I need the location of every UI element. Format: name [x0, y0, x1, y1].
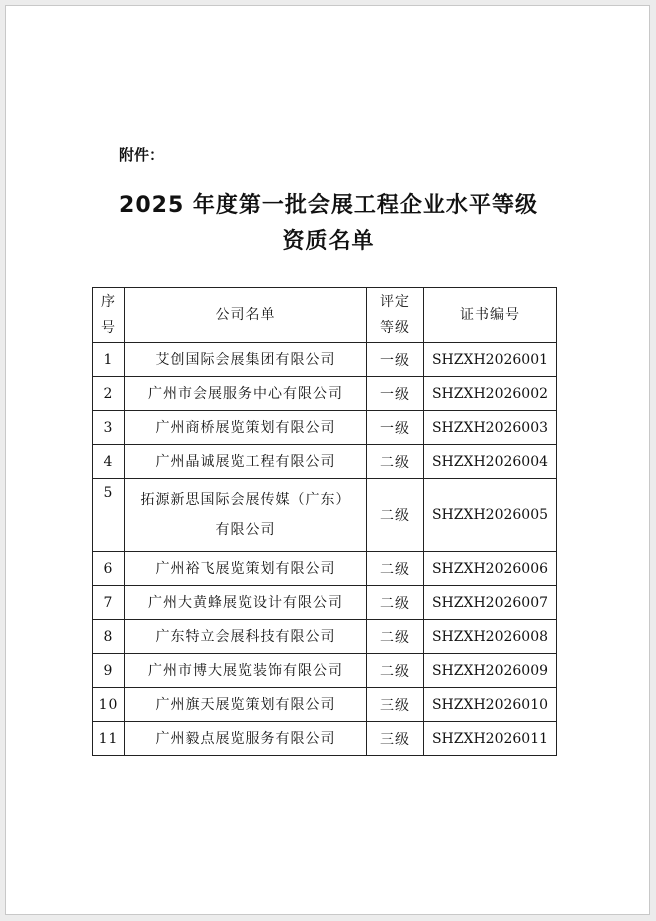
cert-number: SHZXH2026002 — [424, 377, 557, 411]
cert-number: SHZXH2026010 — [424, 688, 557, 722]
level: 一级 — [367, 377, 424, 411]
table-row — [93, 411, 557, 445]
cert-number: SHZXH2026005 — [424, 479, 557, 552]
level: 三级 — [367, 688, 424, 722]
document-title-line2: 资质名单 — [282, 229, 375, 254]
level: 二级 — [367, 445, 424, 479]
row-number: 2 — [93, 377, 125, 411]
document-title-line1: 2025 年度第一批会展工程企业水平等级 — [119, 193, 538, 218]
table-row — [93, 343, 557, 377]
level: 二级 — [367, 552, 424, 586]
row-number: 9 — [93, 654, 125, 688]
table-row — [93, 688, 557, 722]
company-name: 艾创国际会展集团有限公司 — [125, 343, 367, 377]
level: 二级 — [367, 654, 424, 688]
header-level: 评定 等级 — [367, 288, 424, 343]
table-row — [93, 445, 557, 479]
row-number: 6 — [93, 552, 125, 586]
cert-number: SHZXH2026004 — [424, 445, 557, 479]
row-number: 8 — [93, 620, 125, 654]
company-name: 广州大黄蜂展览设计有限公司 — [125, 586, 367, 620]
row-number: 3 — [93, 411, 125, 445]
level: 二级 — [367, 479, 424, 552]
company-name: 广州市会展服务中心有限公司 — [125, 377, 367, 411]
table-header-row — [93, 288, 557, 343]
company-name: 广州晶诚展览工程有限公司 — [125, 445, 367, 479]
level: 二级 — [367, 586, 424, 620]
table-row — [93, 377, 557, 411]
table-row — [93, 479, 557, 552]
cert-number: SHZXH2026001 — [424, 343, 557, 377]
company-name: 广州毅点展览服务有限公司 — [125, 722, 367, 756]
cert-number: SHZXH2026008 — [424, 620, 557, 654]
company-name: 广州旗天展览策划有限公司 — [125, 688, 367, 722]
table-row — [93, 654, 557, 688]
row-number: 5 — [93, 479, 125, 552]
cert-number: SHZXH2026003 — [424, 411, 557, 445]
cert-number: SHZXH2026009 — [424, 654, 557, 688]
company-name: 广东特立会展科技有限公司 — [125, 620, 367, 654]
cert-number: SHZXH2026011 — [424, 722, 557, 756]
table-row — [93, 586, 557, 620]
row-number: 11 — [93, 722, 125, 756]
row-number: 10 — [93, 688, 125, 722]
company-name: 广州商桥展览策划有限公司 — [125, 411, 367, 445]
level: 一级 — [367, 411, 424, 445]
company-name: 广州市博大展览装饰有限公司 — [125, 654, 367, 688]
header-company: 公司名单 — [125, 288, 367, 343]
qualification-table — [92, 287, 557, 756]
attachment-label: 附件： — [119, 146, 165, 164]
row-number: 7 — [93, 586, 125, 620]
cert-number: SHZXH2026007 — [424, 586, 557, 620]
level: 三级 — [367, 722, 424, 756]
cert-number: SHZXH2026006 — [424, 552, 557, 586]
level: 二级 — [367, 620, 424, 654]
row-number: 4 — [93, 445, 125, 479]
table-row — [93, 722, 557, 756]
header-index: 序 号 — [93, 288, 125, 343]
company-name: 广州裕飞展览策划有限公司 — [125, 552, 367, 586]
header-cert: 证书编号 — [424, 288, 557, 343]
company-name: 拓源新思国际会展传媒（广东） 有限公司 — [125, 479, 367, 552]
level: 一级 — [367, 343, 424, 377]
table-row — [93, 620, 557, 654]
table-row — [93, 552, 557, 586]
row-number: 1 — [93, 343, 125, 377]
